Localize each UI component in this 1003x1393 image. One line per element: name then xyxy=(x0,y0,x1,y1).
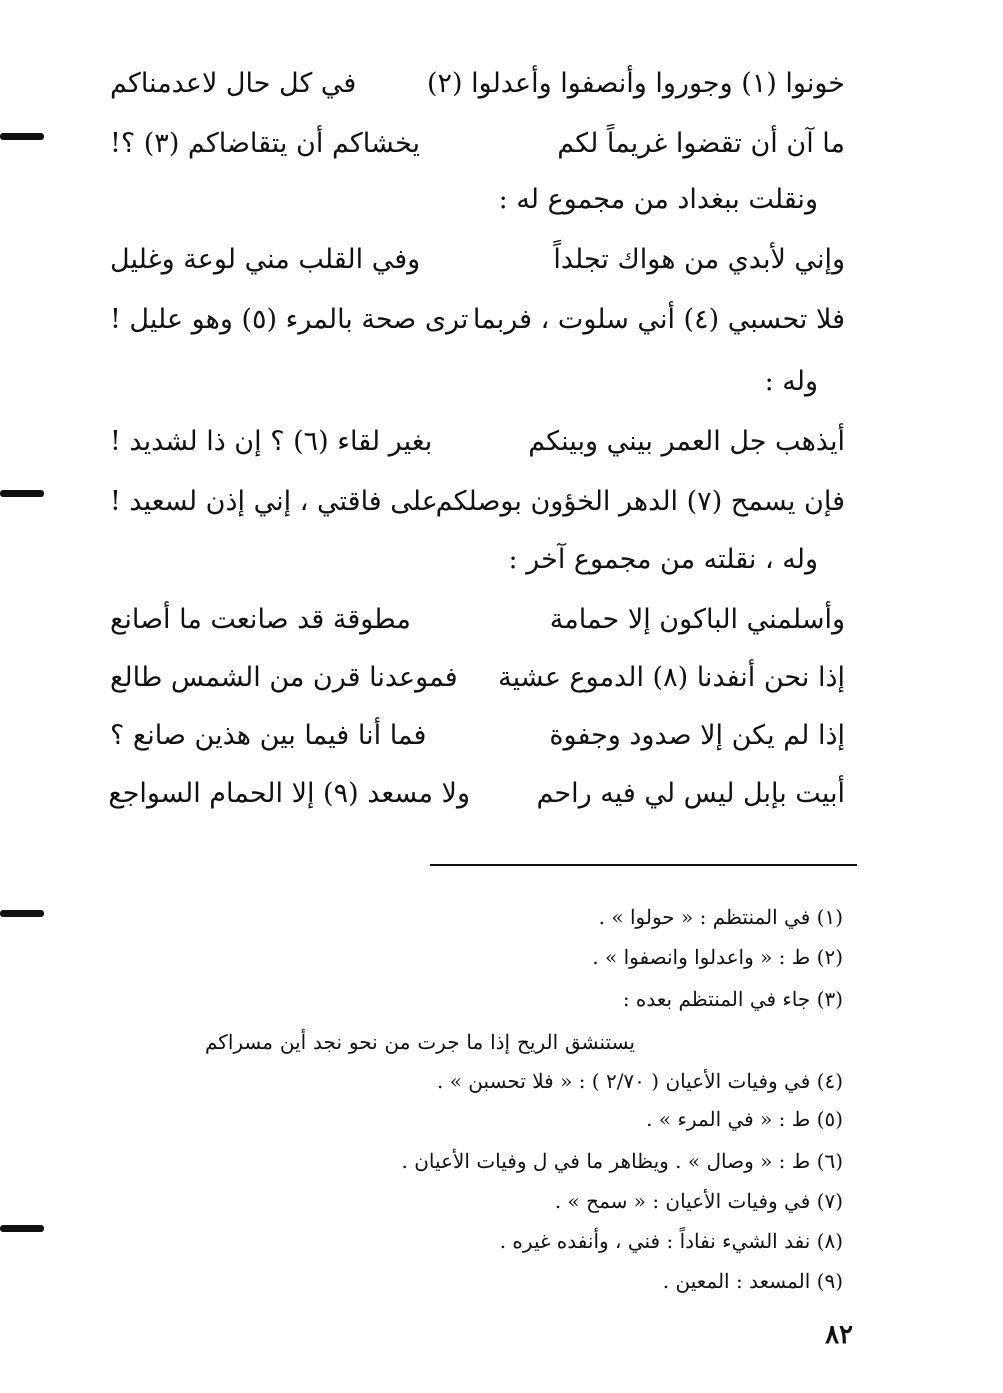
verse-second-hemistich: مطوقة قد صانعت ما أصانع xyxy=(110,604,411,635)
verse-second-hemistich: في كل حال لاعدمناكم xyxy=(110,68,357,99)
verse-second-hemistich: يخشاكم أن يتقاضاكم (٣) ؟! xyxy=(110,128,421,159)
verse-line xyxy=(110,116,845,172)
verse-first-hemistich: أبيت بإبل ليس لي فيه راحم xyxy=(536,778,845,809)
verse-second-hemistich: وفي القلب مني لوعة وغليل xyxy=(110,244,421,275)
verse-second-hemistich: فموعدنا قرن من الشمس طالع xyxy=(110,662,458,693)
verse-line xyxy=(110,292,845,348)
verse-line xyxy=(110,592,845,648)
footnote: (٥) ط : « في المرء » . xyxy=(646,1107,843,1131)
footnote: (١) في المنتظم : « حولوا » . xyxy=(598,905,843,929)
verse-second-hemistich: فما أنا فيما بين هذين صانع ؟ xyxy=(110,720,427,751)
verse-first-hemistich: خونوا (١) وجوروا وأنصفوا وأعدلوا (٢) xyxy=(426,68,845,99)
verse-line xyxy=(110,766,845,822)
verse-first-hemistich: إذا نحن أنفدنا (٨) الدموع عشية xyxy=(498,662,845,693)
margin-mark xyxy=(0,1225,44,1232)
footnote-separator xyxy=(430,864,857,866)
verse-second-hemistich: على فاقتي ، إني إذن لسعيد ! xyxy=(110,486,438,517)
verse-line xyxy=(110,56,845,112)
verse-first-hemistich: وإني لأبدي من هواك تجلداً xyxy=(553,244,845,275)
section-heading: وله : xyxy=(764,366,818,397)
verse-first-hemistich: ما آن أن تقضوا غريماً لكم xyxy=(557,128,845,159)
footnote: (٢) ط : « واعدلوا وانصفوا » . xyxy=(592,945,843,969)
verse-first-hemistich: أيذهب جل العمر بيني وبينكم xyxy=(528,426,845,457)
verse-first-hemistich: فلا تحسبي (٤) أني سلوت ، فربما xyxy=(472,304,845,335)
footnote-quoted-verse: يستنشق الريح إذا ما جرت من نحو نجد أين مسراكم xyxy=(205,1030,635,1054)
footnote: (٦) ط : « وصال » . ويظاهر ما في ل وفيات الأعيان . xyxy=(401,1149,843,1173)
footnote: (٤) في وفيات الأعيان ( ٢/٧٠ ) : « فلا تحسبن » . xyxy=(437,1069,843,1093)
margin-mark xyxy=(0,133,44,140)
verse-second-hemistich: ترى صحة بالمرء (٥) وهو عليل ! xyxy=(110,304,469,335)
verse-line xyxy=(110,650,845,706)
margin-mark xyxy=(0,910,44,917)
section-heading: وله ، نقلته من مجموع آخر : xyxy=(508,544,818,575)
verse-first-hemistich: فإن يسمح (٧) الدهر الخؤون بوصلكم xyxy=(435,486,845,517)
verse-line xyxy=(110,232,845,288)
verse-line xyxy=(110,708,845,764)
verse-second-hemistich: بغير لقاء (٦) ؟ إن ذا لشديد ! xyxy=(110,426,433,457)
verse-first-hemistich: وأسلمني الباكون إلا حمامة xyxy=(549,604,845,635)
verse-first-hemistich: إذا لم يكن إلا صدود وجفوة xyxy=(549,720,845,751)
footnote: (٧) في وفيات الأعيان : « سمح » . xyxy=(554,1189,843,1213)
footnote: (٨) نفد الشيء نفاداً : فني ، وأنفده غيره . xyxy=(499,1229,843,1253)
section-heading: ونقلت ببغداد من مجموع له : xyxy=(498,184,818,215)
verse-second-hemistich: ولا مسعد (٩) إلا الحمام السواجع xyxy=(108,778,470,809)
footnote: (٩) المسعد : المعين . xyxy=(662,1269,843,1293)
page-number: ٨٢ xyxy=(825,1320,853,1350)
verse-line xyxy=(110,474,845,530)
verse-line xyxy=(110,414,845,470)
footnote: (٣) جاء في المنتظم بعده : xyxy=(622,987,843,1011)
margin-mark xyxy=(0,490,44,497)
